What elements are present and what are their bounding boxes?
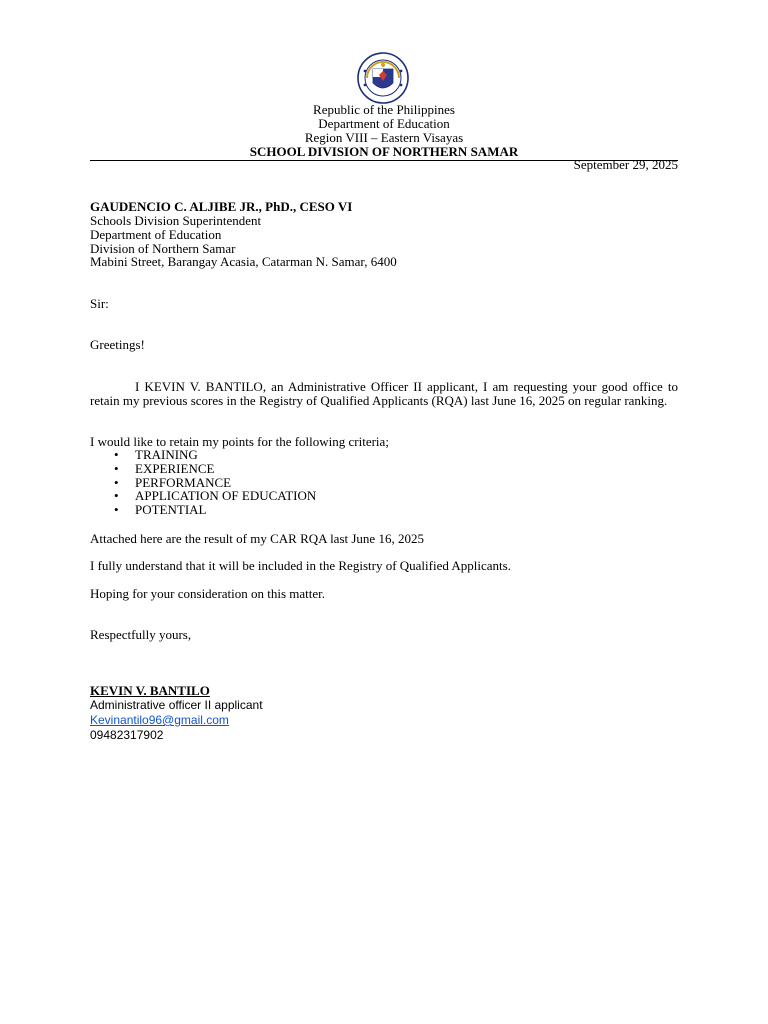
- header-department: Department of Education: [318, 116, 450, 131]
- body-paragraph-understanding: I fully understand that it will be included in the Registry of Qualified Applicants.: [90, 558, 511, 573]
- bullet-icon: •: [114, 488, 119, 504]
- deped-seal-icon: [351, 51, 415, 105]
- body-paragraph-request: [90, 380, 678, 407]
- bullet-icon: •: [114, 474, 119, 490]
- body-paragraph-attachment: Attached here are the result of my CAR RQA last June 16, 2025: [90, 531, 424, 546]
- recipient-address: Mabini Street, Barangay Acasia, Catarman N. Samar, 6400: [90, 254, 397, 269]
- criteria-intro: I would like to retain my points for the following criteria;: [90, 434, 389, 449]
- header-division: SCHOOL DIVISION OF NORTHERN SAMAR: [249, 144, 519, 159]
- header-region: Region VIII – Eastern Visayas: [304, 130, 464, 145]
- criteria-item: • PERFORMANCE: [114, 474, 232, 490]
- signature-email-link[interactable]: Kevinantilo96@gmail.com: [90, 713, 229, 727]
- recipient-office: Department of Education: [90, 227, 222, 242]
- recipient-name: GAUDENCIO C. ALJIBE JR., PhD., CESO VI: [90, 199, 353, 214]
- salutation: Sir:: [90, 296, 109, 311]
- recipient-title: Schools Division Superintendent: [90, 213, 262, 228]
- bullet-icon: •: [114, 447, 119, 462]
- signature-position: Administrative officer II applicant: [90, 698, 263, 712]
- greeting: Greetings!: [90, 337, 145, 352]
- body-paragraph-request-text: I KEVIN V. BANTILO, an Administrative Officer II applicant, I am requesting your good office to retain my previous scores in the Registry of Qualified Applicants (RQA) last June 16, 2025 on regular ranking.: [90, 379, 678, 408]
- bullet-icon: •: [114, 502, 119, 518]
- criteria-item: • TRAINING: [114, 447, 198, 462]
- signature-name: KEVIN V. BANTILO: [90, 683, 210, 698]
- closing: Respectfully yours,: [90, 627, 192, 642]
- bullet-icon: •: [114, 460, 119, 476]
- criteria-item: • POTENTIAL: [114, 502, 207, 518]
- header-country: Republic of the Philippines: [313, 102, 455, 117]
- letter-date: September 29, 2025: [573, 157, 678, 172]
- recipient-division: Division of Northern Samar: [90, 241, 236, 256]
- criteria-list: [90, 448, 316, 517]
- criteria-item: • APPLICATION OF EDUCATION: [114, 488, 317, 504]
- signature-phone: 09482317902: [90, 728, 164, 742]
- body-paragraph-consideration: Hoping for your consideration on this matter.: [90, 586, 326, 601]
- criteria-item: • EXPERIENCE: [114, 460, 215, 476]
